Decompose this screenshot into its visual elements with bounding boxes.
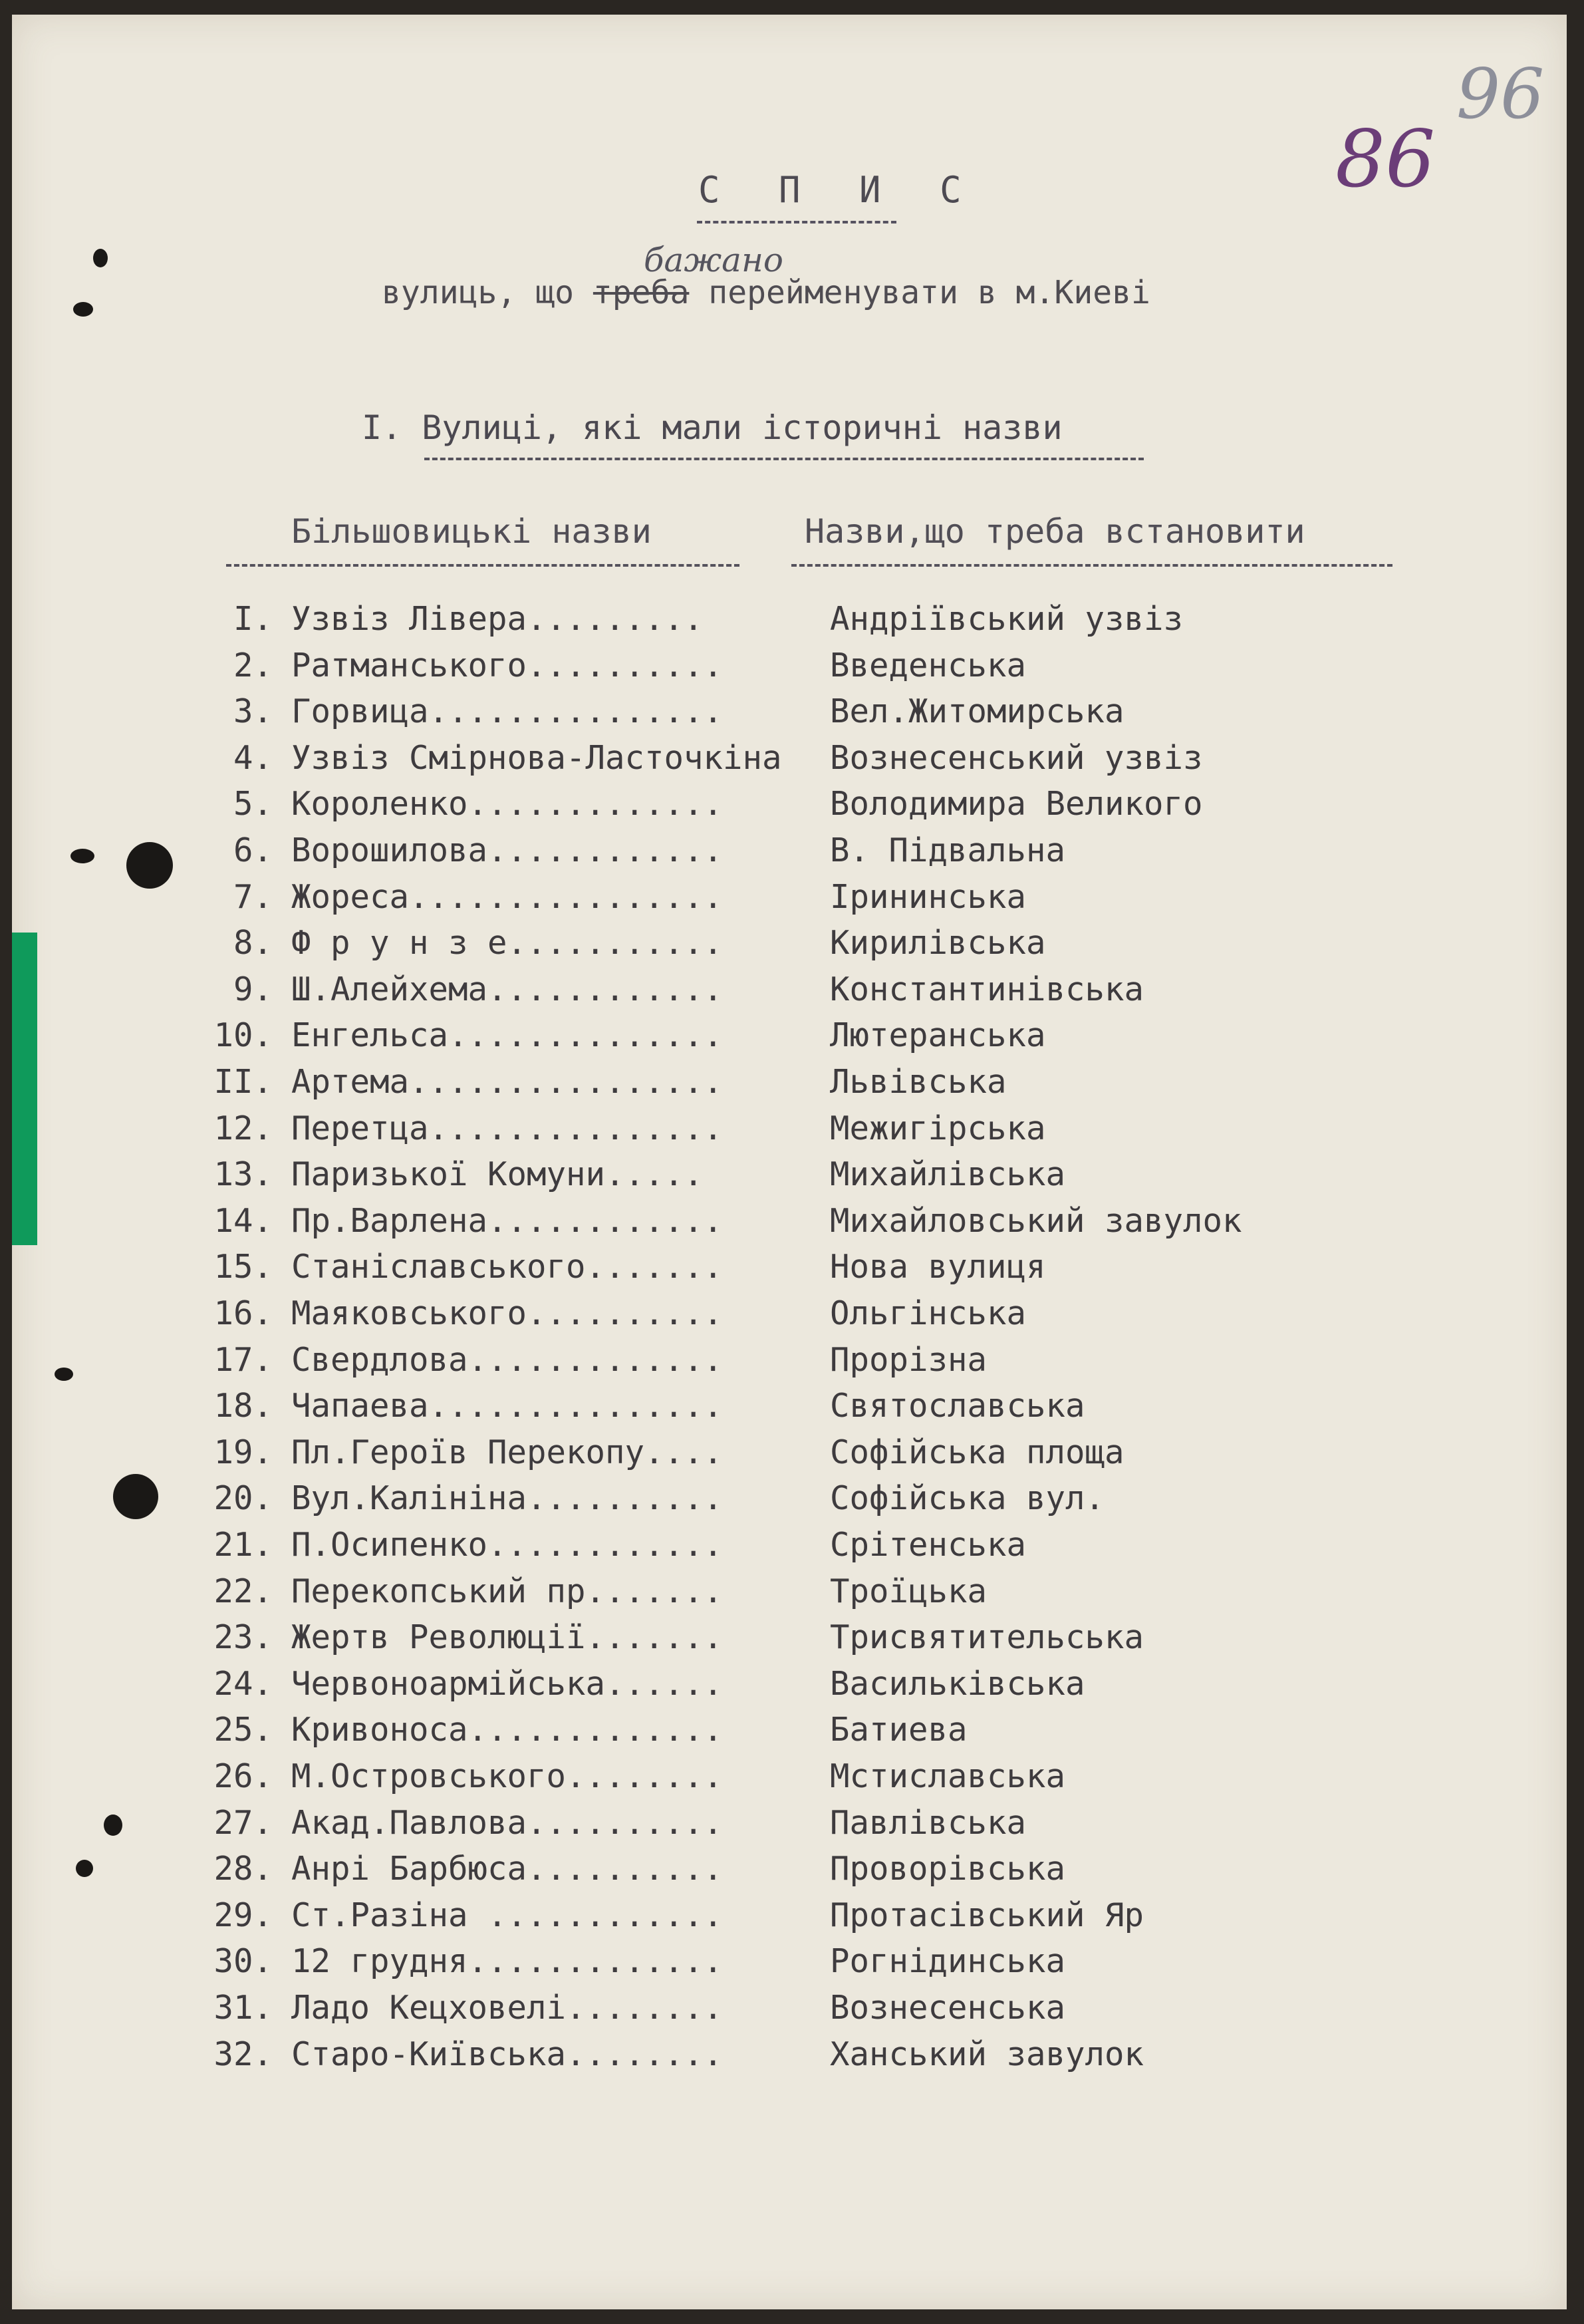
old-street-name: Ратманського.......... <box>291 647 724 684</box>
table-row <box>12 1063 1567 1109</box>
new-street-name: Межигірська <box>830 1109 1046 1147</box>
old-street-name: Ладо Кецховелі........ <box>291 1989 724 2027</box>
new-street-name: Нова вулиця <box>830 1248 1046 1286</box>
old-street-name: Ш.Алейхема............ <box>291 970 724 1008</box>
old-street-name: Свердлова............. <box>291 1341 724 1379</box>
new-street-name: Срітенська <box>830 1526 1027 1564</box>
new-street-name: Прорізна <box>830 1341 988 1379</box>
row-number: 16. <box>213 1294 273 1332</box>
table-row <box>12 1989 1567 2035</box>
row-number: 24. <box>213 1665 273 1703</box>
old-street-name: Горвица............... <box>291 692 724 730</box>
old-street-name: Узвіз Смірнова-Ласточкіна <box>291 739 782 777</box>
table-row <box>12 1850 1567 1896</box>
old-names-header: Більшовицькі назви <box>291 512 652 551</box>
old-street-name: Узвіз Лівера......... <box>291 600 704 638</box>
new-street-name: Проворівська <box>830 1850 1066 1888</box>
row-number: 26. <box>213 1757 273 1795</box>
row-number: 17. <box>213 1341 273 1379</box>
row-number: 12. <box>213 1109 273 1147</box>
table-row <box>12 1572 1567 1619</box>
old-street-name: М.Островського........ <box>291 1757 724 1795</box>
new-street-name: Вел.Житомирська <box>830 692 1124 730</box>
row-number: 32. <box>213 2035 273 2073</box>
new-street-name: Троїцька <box>830 1572 988 1610</box>
new-street-name: Ханський завулок <box>830 2035 1144 2073</box>
document-title: С П И С <box>698 169 980 211</box>
new-street-name: Васильківська <box>830 1665 1085 1703</box>
new-street-name: Михайлівська <box>830 1155 1066 1193</box>
row-number: II. <box>213 1063 273 1101</box>
old-street-name: Старо-Київська........ <box>291 2035 724 2073</box>
section-heading: I. Вулиці, які мали історичні назви <box>362 408 1063 447</box>
row-number: 2. <box>233 647 273 684</box>
old-street-name: Жертв Революції....... <box>291 1618 724 1656</box>
row-number: 3. <box>233 692 273 730</box>
table-row <box>12 1479 1567 1526</box>
table-row <box>12 831 1567 878</box>
table-row <box>12 1109 1567 1156</box>
table-row <box>12 600 1567 647</box>
table-row <box>12 924 1567 970</box>
new-street-name: Андріївський узвіз <box>830 600 1184 638</box>
row-number: 25. <box>213 1711 273 1749</box>
row-number: 29. <box>213 1896 273 1934</box>
old-street-name: Короленко............. <box>291 785 724 823</box>
new-street-name: Мстиславська <box>830 1757 1066 1795</box>
row-number: 23. <box>213 1618 273 1656</box>
old-street-name: Ст.Разіна ............ <box>291 1896 724 1934</box>
archive-number-purple: 86 <box>1335 113 1436 205</box>
new-street-name: Вознесенський узвіз <box>830 739 1203 777</box>
row-number: 18. <box>213 1387 273 1425</box>
old-street-name: Ф р у н з е........... <box>291 924 724 962</box>
row-number: 10. <box>213 1016 273 1054</box>
new-street-name: Володимира Великого <box>830 785 1203 823</box>
row-number: 31. <box>213 1989 273 2027</box>
row-number: 20. <box>213 1479 273 1517</box>
table-row <box>12 1804 1567 1850</box>
old-street-name: Ворошилова............ <box>291 831 724 869</box>
row-number: 13. <box>213 1155 273 1193</box>
old-street-name: Перекопський пр....... <box>291 1572 724 1610</box>
table-row <box>12 1341 1567 1387</box>
new-names-header: Назви,що треба встановити <box>805 512 1305 551</box>
table-row <box>12 1526 1567 1572</box>
punch-hole <box>73 302 93 317</box>
row-number: 14. <box>213 1202 273 1240</box>
row-number: 19. <box>213 1433 273 1471</box>
subtitle-before: вулиць, що <box>382 274 593 311</box>
subtitle <box>382 274 1150 311</box>
row-number: 7. <box>233 878 273 916</box>
table-row <box>12 1155 1567 1202</box>
new-street-name: Протасівський Яр <box>830 1896 1144 1934</box>
row-number: 27. <box>213 1804 273 1842</box>
table-row <box>12 970 1567 1017</box>
old-street-name: Жореса................ <box>291 878 724 916</box>
new-street-name: Вознесенська <box>830 1989 1066 2027</box>
table-row <box>12 1896 1567 1943</box>
table-row <box>12 1665 1567 1711</box>
table-row <box>12 1711 1567 1757</box>
table-row <box>12 739 1567 786</box>
table-row <box>12 785 1567 831</box>
document-page <box>12 15 1567 2309</box>
old-street-name: Артема................ <box>291 1063 724 1101</box>
new-street-name: Софійська площа <box>830 1433 1124 1471</box>
new-street-name: Михайловський завулок <box>830 1202 1242 1240</box>
table-row <box>12 1942 1567 1989</box>
punch-hole <box>93 249 108 267</box>
table-row <box>12 1202 1567 1248</box>
subtitle-struck-word: треба <box>593 274 690 311</box>
table-row <box>12 1016 1567 1063</box>
row-number: 15. <box>213 1248 273 1286</box>
new-street-name: В. Підвальна <box>830 831 1066 869</box>
table-row <box>12 1757 1567 1804</box>
new-street-name: Лютеранська <box>830 1016 1046 1054</box>
section-underline <box>424 458 1144 460</box>
row-number: 5. <box>233 785 273 823</box>
row-number: 8. <box>233 924 273 962</box>
new-street-name: Кирилівська <box>830 924 1046 962</box>
old-street-name: 12 грудня............. <box>291 1942 724 1980</box>
table-row <box>12 1433 1567 1480</box>
old-street-name: П.Осипенко............ <box>291 1526 724 1564</box>
new-street-name: Введенська <box>830 647 1027 684</box>
old-street-name: Вул.Калініна.......... <box>291 1479 724 1517</box>
old-street-name: Перетца............... <box>291 1109 724 1147</box>
table-row <box>12 692 1567 739</box>
new-street-name: Львівська <box>830 1063 1007 1101</box>
new-header-underline <box>791 564 1392 567</box>
row-number: I. <box>233 600 273 638</box>
row-number: 28. <box>213 1850 273 1888</box>
row-number: 22. <box>213 1572 273 1610</box>
old-street-name: Чапаева............... <box>291 1387 724 1425</box>
row-number: 4. <box>233 739 273 777</box>
table-row <box>12 1248 1567 1294</box>
row-number: 21. <box>213 1526 273 1564</box>
new-street-name: Константинівська <box>830 970 1144 1008</box>
old-street-name: Кривоноса............. <box>291 1711 724 1749</box>
new-street-name: Рогнідинська <box>830 1942 1066 1980</box>
new-street-name: Трисвятительська <box>830 1618 1144 1656</box>
subtitle-after: перейменувати в м.Киеві <box>689 274 1150 311</box>
old-street-name: Пр.Варлена............ <box>291 1202 724 1240</box>
table-row <box>12 2035 1567 2082</box>
old-header-underline <box>226 564 739 567</box>
handwritten-insertion: бажано <box>644 241 784 279</box>
old-street-name: Енгельса.............. <box>291 1016 724 1054</box>
row-number: 30. <box>213 1942 273 1980</box>
table-row <box>12 1618 1567 1665</box>
old-street-name: Паризької Комуни..... <box>291 1155 704 1193</box>
title-underline <box>697 221 896 223</box>
old-street-name: Пл.Героїв Перекопу.... <box>291 1433 724 1471</box>
new-street-name: Святославська <box>830 1387 1085 1425</box>
row-number: 9. <box>233 970 273 1008</box>
new-street-name: Батиева <box>830 1711 968 1749</box>
old-street-name: Станіславського....... <box>291 1248 724 1286</box>
table-row <box>12 878 1567 925</box>
old-street-name: Маяковського.......... <box>291 1294 724 1332</box>
table-row <box>12 1294 1567 1341</box>
archive-number-grey: 96 <box>1456 53 1545 134</box>
row-number: 6. <box>233 831 273 869</box>
table-row <box>12 647 1567 693</box>
new-street-name: Софійська вул. <box>830 1479 1105 1517</box>
old-street-name: Анрі Барбюса.......... <box>291 1850 724 1888</box>
old-street-name: Червоноармійська...... <box>291 1665 724 1703</box>
new-street-name: Ірининська <box>830 878 1027 916</box>
old-street-name: Акад.Павлова.......... <box>291 1804 724 1842</box>
table-row <box>12 1387 1567 1433</box>
new-street-name: Павлівська <box>830 1804 1027 1842</box>
new-street-name: Ольгінська <box>830 1294 1027 1332</box>
